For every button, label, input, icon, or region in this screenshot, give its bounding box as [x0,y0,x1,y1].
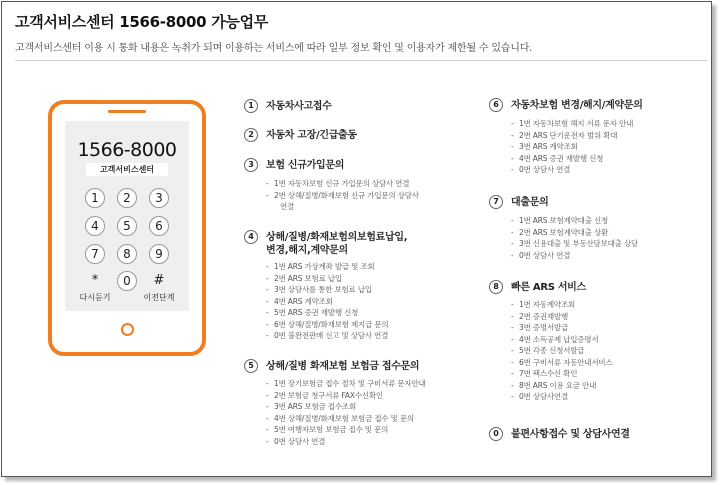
list-item: - 5번 ARS 증권 재발행 신청 [266,308,359,317]
list-item: - 6번 구비서류 자동안내서비스 [511,357,613,367]
section-title: 불편사항접수 및 상담사연결 [511,429,630,440]
section-items [266,378,426,447]
list-item: - 4번 상해/질병/화재보험 보험금 접수 및 문의 [266,413,414,423]
section-number: 5 [244,359,258,373]
section-number: 7 [489,195,503,209]
list-item: - 3번 ARS 보험금 접수조회 [266,402,356,411]
list-item: - 2번 상해/질병/화재보험 신규 가입문의 상담사 [266,190,419,200]
section-title: 자동차보험 변경/해지/계약문의 [511,100,643,111]
phone-speaker [108,110,146,113]
section-title: 빠른 ARS 서비스 [511,282,586,293]
key-3: 3 [149,188,169,208]
phone-number: 1566-8000 [77,139,177,161]
key-9: 9 [149,244,169,264]
section-items [266,178,419,213]
key-0: 0 [117,271,137,291]
key-4: 4 [85,216,105,236]
list-item: - 2번 ARS 단기운전자 범위 확대 [511,130,618,140]
key-star-label: 다시듣기 [79,293,111,302]
list-item: - 7번 팩스수신 확인 [511,369,578,378]
section-title: 보험 신규가입문의 [266,160,345,171]
key-star: * [91,273,99,288]
key-7: 7 [85,244,105,264]
section-number: 3 [244,158,258,172]
list-item: 연결 [280,202,295,211]
list-item: - 0번 상담사 연결 [511,250,571,260]
list-item: - 0번 불완전판매 신고 및 상담사 연결 [266,331,389,340]
key-8: 8 [117,244,137,264]
list-item: - 1번 ARS 가상계좌 발급 및 조회 [266,262,375,271]
phone-label: 고객서비스센터 [86,163,168,176]
section-number: 1 [244,99,258,113]
section-items [511,215,638,261]
list-item: - 3번 신용대출 및 부동산담보대출 상담 [511,239,638,248]
section-title: 자동차사고접수 [266,101,332,112]
list-item: - 2번 증권재발행 [511,311,569,321]
key-2: 2 [117,188,137,208]
section-items [511,118,633,176]
list-item: - 5번 각종 신청서발급 [511,346,585,355]
section-number: 0 [489,427,503,441]
phone-illustration [48,100,206,356]
content-frame [1,1,712,477]
list-item: - 3번 상담사를 통한 보험료 납입 [266,285,372,294]
section-title: 상해/질병 화재보험 보험금 접수문의 [266,361,420,372]
list-item: - 0번 상담사 연결 [266,436,326,446]
key-hash: # [153,273,165,288]
list-item: - 2번 ARS 보험계약대출 상환 [511,227,609,237]
list-item: - 4번 소득공제 납입증명서 [511,334,599,344]
section-items [266,261,388,342]
section-number: 6 [489,98,503,112]
list-item: - 1번 자동계약조회 [511,300,576,309]
page-description: 고객서비스센터 이용 시 통화 내용은 녹취가 되며 이용하는 서비스에 따라 일부 정보 확인 및 이용자가 제한될 수 있습니다. [15,43,533,54]
section-number: 8 [489,280,503,294]
list-item: - 3번 ARS 계약조회 [511,142,578,151]
key-hash-label: 이전단계 [143,293,175,302]
list-item: - 2번 ARS 보험료 납입 [266,273,342,283]
section-title: 대출문의 [511,197,549,208]
divider [15,60,707,61]
home-button-icon [121,323,134,336]
list-item: - 2번 보험금 청구서류 FAX수신확인 [266,390,383,400]
list-item: - 3번 증명서발급 [511,323,569,332]
section-title: 상해/질병/화재보험의보험료납입, [266,232,408,243]
list-item: - 1번 ARS 보험계약대출 신청 [511,216,609,225]
list-item: - 5번 여행자보험 보험금 접수 및 문의 [266,425,389,434]
list-item: - 4번 ARS 계약조회 [266,296,333,306]
key-1: 1 [85,188,105,208]
section-number: 2 [244,128,258,142]
key-5: 5 [117,216,137,236]
list-item: - 1번 장기보험금 접수 절차 및 구비서류 문자안내 [266,379,426,388]
list-item: - 0번 상담사 연결 [511,165,571,174]
list-item: - 8번 ARS 이용 요금 안내 [511,380,597,390]
list-item: - 0번 상담사연결 [511,392,569,401]
list-item: - 6번 상해/질병/화재보험 제지급 문의 [266,319,389,329]
section-title-line2: 변경,해지,계약문의 [266,245,348,256]
page-title: 고객서비스센터 1566-8000 가능업무 [15,13,268,31]
section-items [511,299,612,403]
phone-screen [65,121,189,311]
list-item: - 1번 자동차보험 해지 서류 문자 안내 [511,119,634,128]
key-6: 6 [149,216,169,236]
section-number: 4 [244,230,258,244]
section-title: 자동차 고장/긴급출동 [266,130,357,141]
list-item: - 1번 자동차보험 신규 가입문의 상담사 연결 [266,179,410,188]
list-item: - 4번 ARS 증권 재발행 신청 [511,153,604,163]
